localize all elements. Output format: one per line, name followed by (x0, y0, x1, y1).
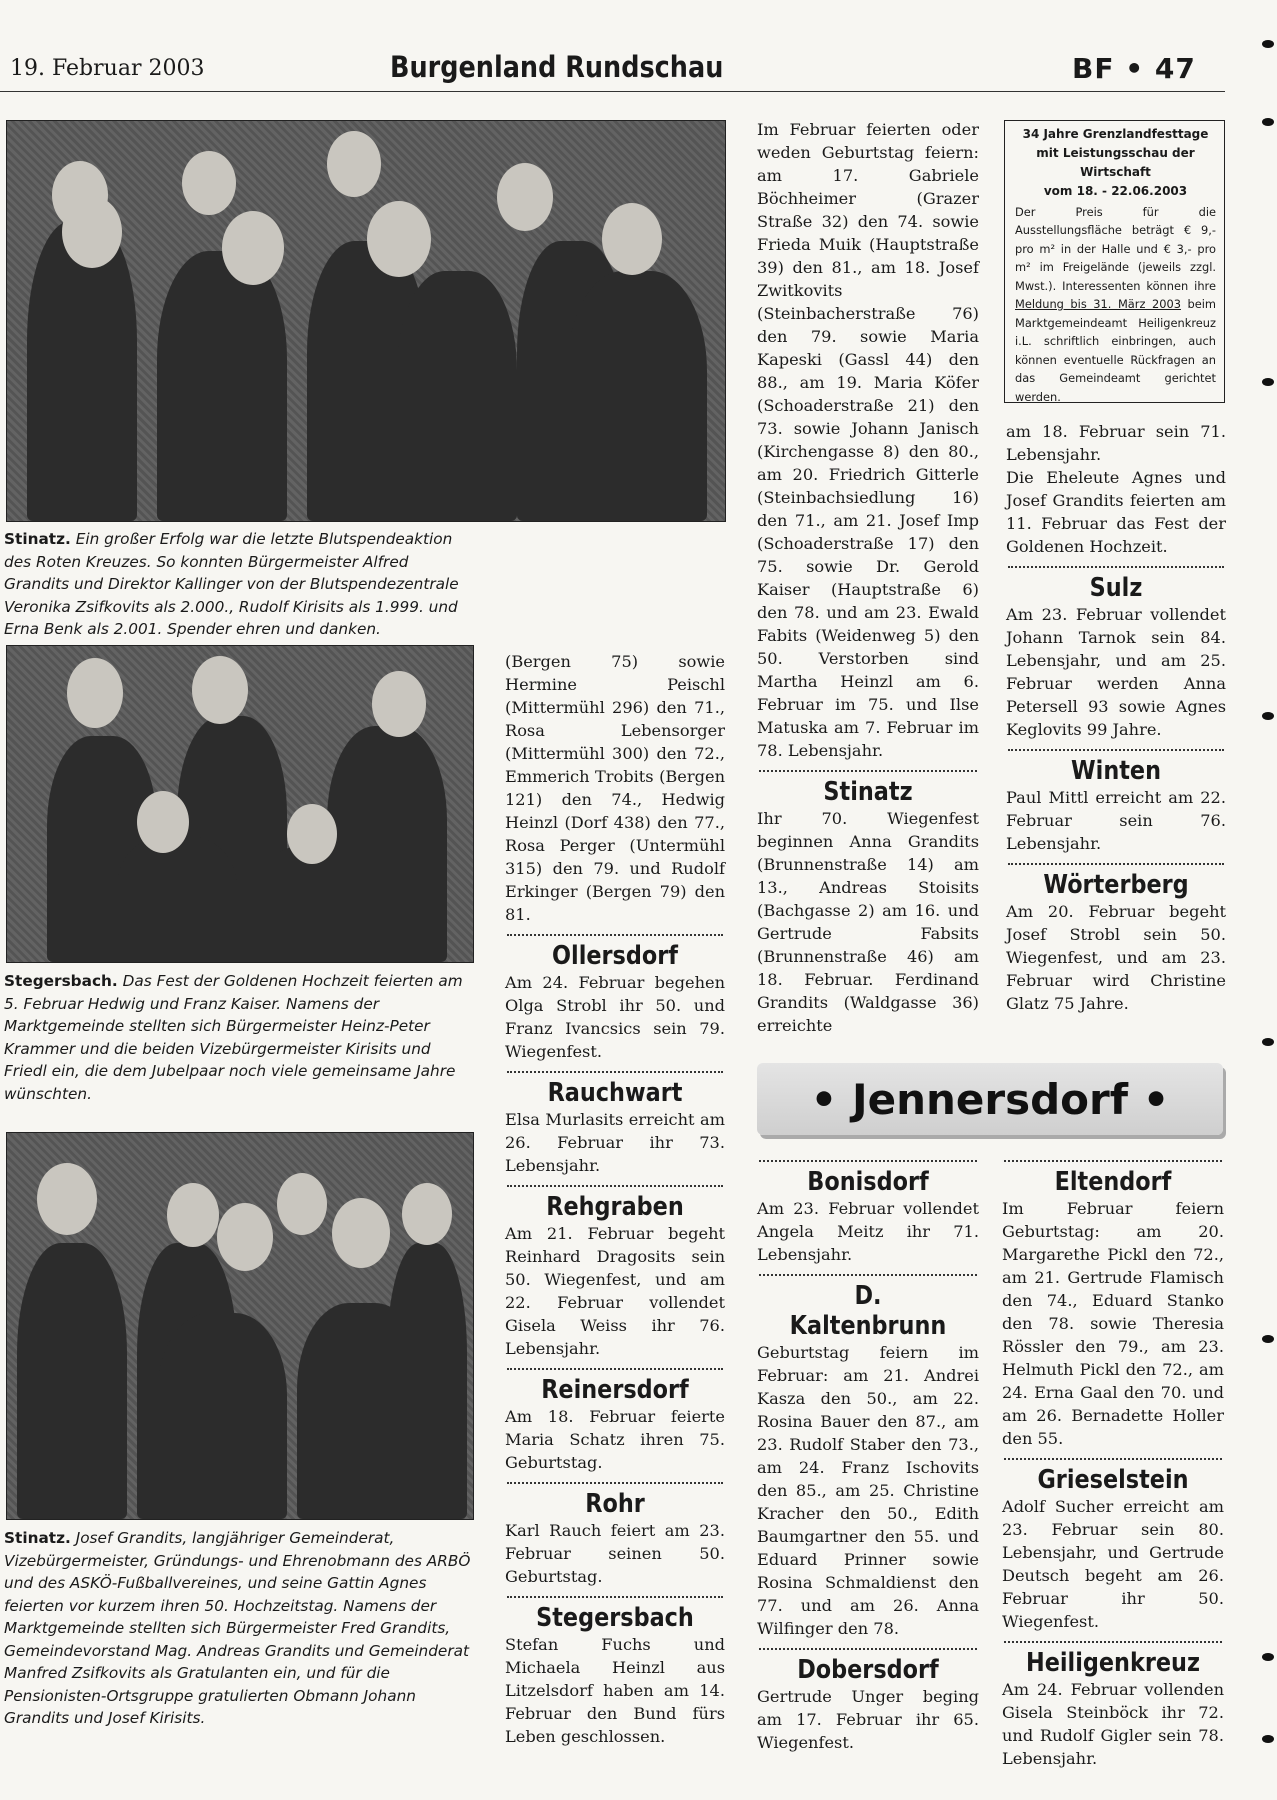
section-title-rauchwart: Rauchwart (547, 1078, 683, 1108)
section-text: Geburtstag feiern im Februar: am 21. Andrei Kasza den 50., am 22. Rosina Bauer den 87., am 23. Rudolf Staber den 73., am 24. Franz Ischovits den 85., am 25. Christine Kracher den 50., Edith Baumgartner den 55. und Eduard Prinner sowie Rosina Schmaldienst den 77. und am 26. Anna Wilfinger den 78. (757, 1343, 979, 1638)
notice-dates: vom 18. - 22.06.2003 (1043, 184, 1188, 198)
column-2 (505, 650, 725, 1748)
caption-text: Das Fest der Goldenen Hochzeit feierten am 5. Februar Hedwig und Franz Kaiser. Namens der Marktgemeinde stellten sich Bürgermeister Heinz-Peter Krammer und die beiden Vizebürgermeister Kirisits und Friedl ein, die dem Jubelpaar noch viele gemeinsame Jahre wünschten. (4, 972, 463, 1103)
col3-intro: Im Februar feierten oder weden Geburtstag feiern: am 17. Gabriele Böchheimer (Grazer Straße 32) den 74. sowie Frieda Muik (Hauptstraße 39) den 81., am 18. Josef Zwitkovits (Steinbacherstraße 76) den 79. sowie Maria Kapeski (Gassl 44) den 88., am 19. Maria Köfer (Schoaderstraße 21) den 73. sowie Johann Janisch (Kirchengasse 8) den 80., am 20. Friedrich Gitterle (Steinbachsiedlung 16) den 71., am 21. Josef Imp (Schoaderstraße 17) den 75. sowie Dr. Gerold Kaiser (Hauptstraße 6) den 78. und am 23. Ewald Fabits (Weidenweg 5) den 50. Verstorben sind Martha Heinzl am 6. Februar im 75. und Ilse Matuska am 7. Februar im 78. Lebensjahr. (757, 120, 979, 760)
caption-text: Ein großer Erfolg war die letzte Blutspendeaktion des Roten Kreuzes. So konnten Bürgermeister Alfred Grandits und Direktor Kallinger von der Blutspendezentrale Veronika Zsifkovits als 2.000., Rudolf Kirisits als 1.999. und Erna Benk als 2.001. Spender ehren und danken. (4, 530, 459, 638)
page-number: BF • 47 (1072, 52, 1196, 85)
section-title-eltendorf: Eltendorf (1054, 1167, 1172, 1197)
caption-text: Josef Grandits, langjähriger Gemeinderat, Vizebürgermeister, Gründungs- und Ehrenobmann des ARBÖ und des ASKÖ-Fußballvereines, und seine Gattin Agnes feierten vor kurzem ihren 50. Hochzeitstag. Namens der Marktgemeinde stellten sich Bürgermeister Fred Grandits, Gemeindevorstand Mag. Andreas Grandits und Gemeinderat Manfred Zsifkovits als Gratulanten ein, und für die Pensionisten-Ortsgruppe gratulierten Obmann Johann Grandits und Josef Kirisits. (4, 1529, 471, 1727)
section-title-dobersdorf: Dobersdorf (797, 1655, 939, 1685)
banner-label: • Jennersdorf • (810, 1074, 1170, 1124)
scan-mark (1262, 118, 1274, 126)
header-rule (0, 91, 1225, 92)
scan-mark (1262, 1735, 1274, 1743)
section-title-winten: Winten (1070, 756, 1162, 786)
section-text: Am 24. Februar begehen Olga Strobl ihr 50. und Franz Ivancsics sein 79. Wiegenfest. (505, 973, 725, 1061)
section-title-stinatz: Stinatz (823, 777, 913, 807)
caption-photo-3 (4, 1527, 472, 1730)
notice-box-grenzlandfesttage (1004, 120, 1225, 403)
notice-body-a: Der Preis für die Ausstellungsfläche beträgt € 9,- pro m² in der Halle und € 3,- pro m² im Freigelände (jeweils zzgl. Mwst.). Interessenten können ihre (1015, 204, 1216, 293)
section-text: Am 18. Februar feierte Maria Schatz ihren 75. Geburtstag. (505, 1407, 725, 1472)
section-text: Am 24. Februar vollenden Gisela Steinböck ihr 72. und Rudolf Gigler sein 78. Lebensjahr. (1002, 1680, 1224, 1768)
section-title-rohr: Rohr (585, 1489, 645, 1519)
issue-date: 19. Februar 2003 (10, 56, 205, 81)
section-title-rehgraben: Rehgraben (546, 1192, 684, 1222)
caption-photo-2 (4, 970, 472, 1105)
photo-golden-wedding-kaiser (6, 645, 474, 963)
section-text: Elsa Murlasits erreicht am 26. Februar ihr 73. Lebensjahr. (505, 1110, 725, 1175)
column-4b (1002, 1160, 1224, 1770)
notice-body (1015, 203, 1216, 407)
section-text: Gertrude Unger beging am 17. Februar ihr 65. Wiegenfest. (757, 1687, 979, 1752)
column-4 (1006, 420, 1226, 1015)
scan-mark (1262, 1038, 1274, 1046)
caption-place: Stinatz. (4, 530, 71, 548)
notice-deadline: Meldung bis 31. März 2003 (1015, 297, 1181, 311)
section-title-woerterberg: Wörterberg (1043, 870, 1189, 900)
notice-title: 34 Jahre Grenzlandfesttage mit Leistungsschau der Wirtschaft (1022, 127, 1209, 179)
section-text: Am 21. Februar begeht Reinhard Dragosits sein 50. Wiegenfest, und am 22. Februar vollendet Gisela Weiss ihr 76. Lebensjahr. (505, 1224, 725, 1358)
scan-mark (1262, 712, 1274, 720)
scan-mark (1262, 378, 1274, 386)
notice-body-b: beim Marktgemeindeamt Heiligenkreuz i.L. schriftlich einbringen, auch können eventuelle Rückfragen an das Gemeindeamt gerichtet werden. (1015, 297, 1216, 404)
section-text: Karl Rauch feiert am 23. Februar seinen 50. Geburtstag. (505, 1521, 725, 1586)
section-text: Adolf Sucher erreicht am 23. Februar sein 80. Lebensjahr, und Gertrude Deutsch begeht am 26. Februar ihr 50. Wiegenfest. (1002, 1497, 1224, 1631)
section-title-grieselstein: Grieselstein (1037, 1465, 1189, 1495)
caption-photo-1 (4, 528, 472, 641)
section-text: Stefan Fuchs und Michaela Heinzl aus Litzelsdorf haben am 14. Februar den Bund fürs Leben geschlossen. (505, 1635, 725, 1746)
section-title-bonisdorf: Bonisdorf (807, 1167, 929, 1197)
scan-mark (1262, 1335, 1274, 1343)
caption-place: Stinatz. (4, 1529, 71, 1547)
scan-mark (1262, 40, 1274, 48)
section-text: Im Februar feiern Geburtstag: am 20. Margarethe Pickl den 72., am 21. Gertrude Flamisch den 74., Eduard Stanko den 78. sowie Theresia Rössler den 79., am 23. Helmuth Pickl den 72., am 24. Erna Gaal den 70. und am 26. Bernadette Holler den 55. (1002, 1199, 1224, 1448)
section-title-d-kaltenbrunn: D. Kaltenbrunn (789, 1281, 947, 1341)
col4-intro: am 18. Februar sein 71. Lebensjahr. (1006, 422, 1226, 464)
section-text: Am 20. Februar begeht Josef Strobl sein 50. Wiegenfest, und am 23. Februar wird Christine Glatz 75 Jahre. (1006, 902, 1226, 1013)
newspaper-title: Burgenland Rundschau (390, 50, 724, 84)
col2-intro: (Bergen 75) sowie Hermine Peischl (Mittermühl 296) den 71., Rosa Lebensorger (Mittermühl 300) den 72., Emmerich Trobits (Bergen 121) den 74., Hedwig Heinzl (Dorf 438) den 77., Rosa Perger (Untermühl 315) den 79. und Rudolf Erkinger (Bergen 79) den 81. (505, 652, 725, 924)
caption-place: Stegersbach. (4, 972, 118, 990)
scan-mark (1262, 1653, 1274, 1661)
photo-blood-donation (6, 120, 726, 522)
section-title-heiligenkreuz: Heiligenkreuz (1026, 1648, 1200, 1678)
section-title-reinersdorf: Reinersdorf (541, 1375, 689, 1405)
column-3b (757, 1160, 979, 1754)
section-text: Am 23. Februar vollendet Johann Tarnok sein 84. Lebensjahr, und am 25. Februar werden Anna Petersell 93 sowie Agnes Keglovits 99 Jahre. (1006, 605, 1226, 739)
col4-intro2: Die Eheleute Agnes und Josef Grandits feierten am 11. Februar das Fest der Goldenen Hochzeit. (1006, 468, 1226, 556)
section-text: Am 23. Februar vollendet Angela Meitz ihr 71. Lebensjahr. (757, 1199, 979, 1264)
section-text: Ihr 70. Wiegenfest beginnen Anna Grandits (Brunnenstraße 14) am 13., Andreas Stoisits (Bachgasse 2) am 16. und Gertrude Fabsits (Brunnenstraße 46) am 18. Februar. Ferdinand Grandits (Waldgasse 36) erreichte (757, 809, 979, 1035)
region-banner-jennersdorf (757, 1063, 1223, 1135)
section-text: Paul Mittl erreicht am 22. Februar sein 76. Lebensjahr. (1006, 788, 1226, 853)
section-title-stegersbach: Stegersbach (536, 1603, 694, 1633)
column-3 (757, 118, 979, 1037)
photo-golden-wedding-grandits (6, 1132, 474, 1520)
section-title-ollersdorf: Ollersdorf (552, 941, 678, 971)
section-title-sulz: Sulz (1089, 573, 1143, 603)
